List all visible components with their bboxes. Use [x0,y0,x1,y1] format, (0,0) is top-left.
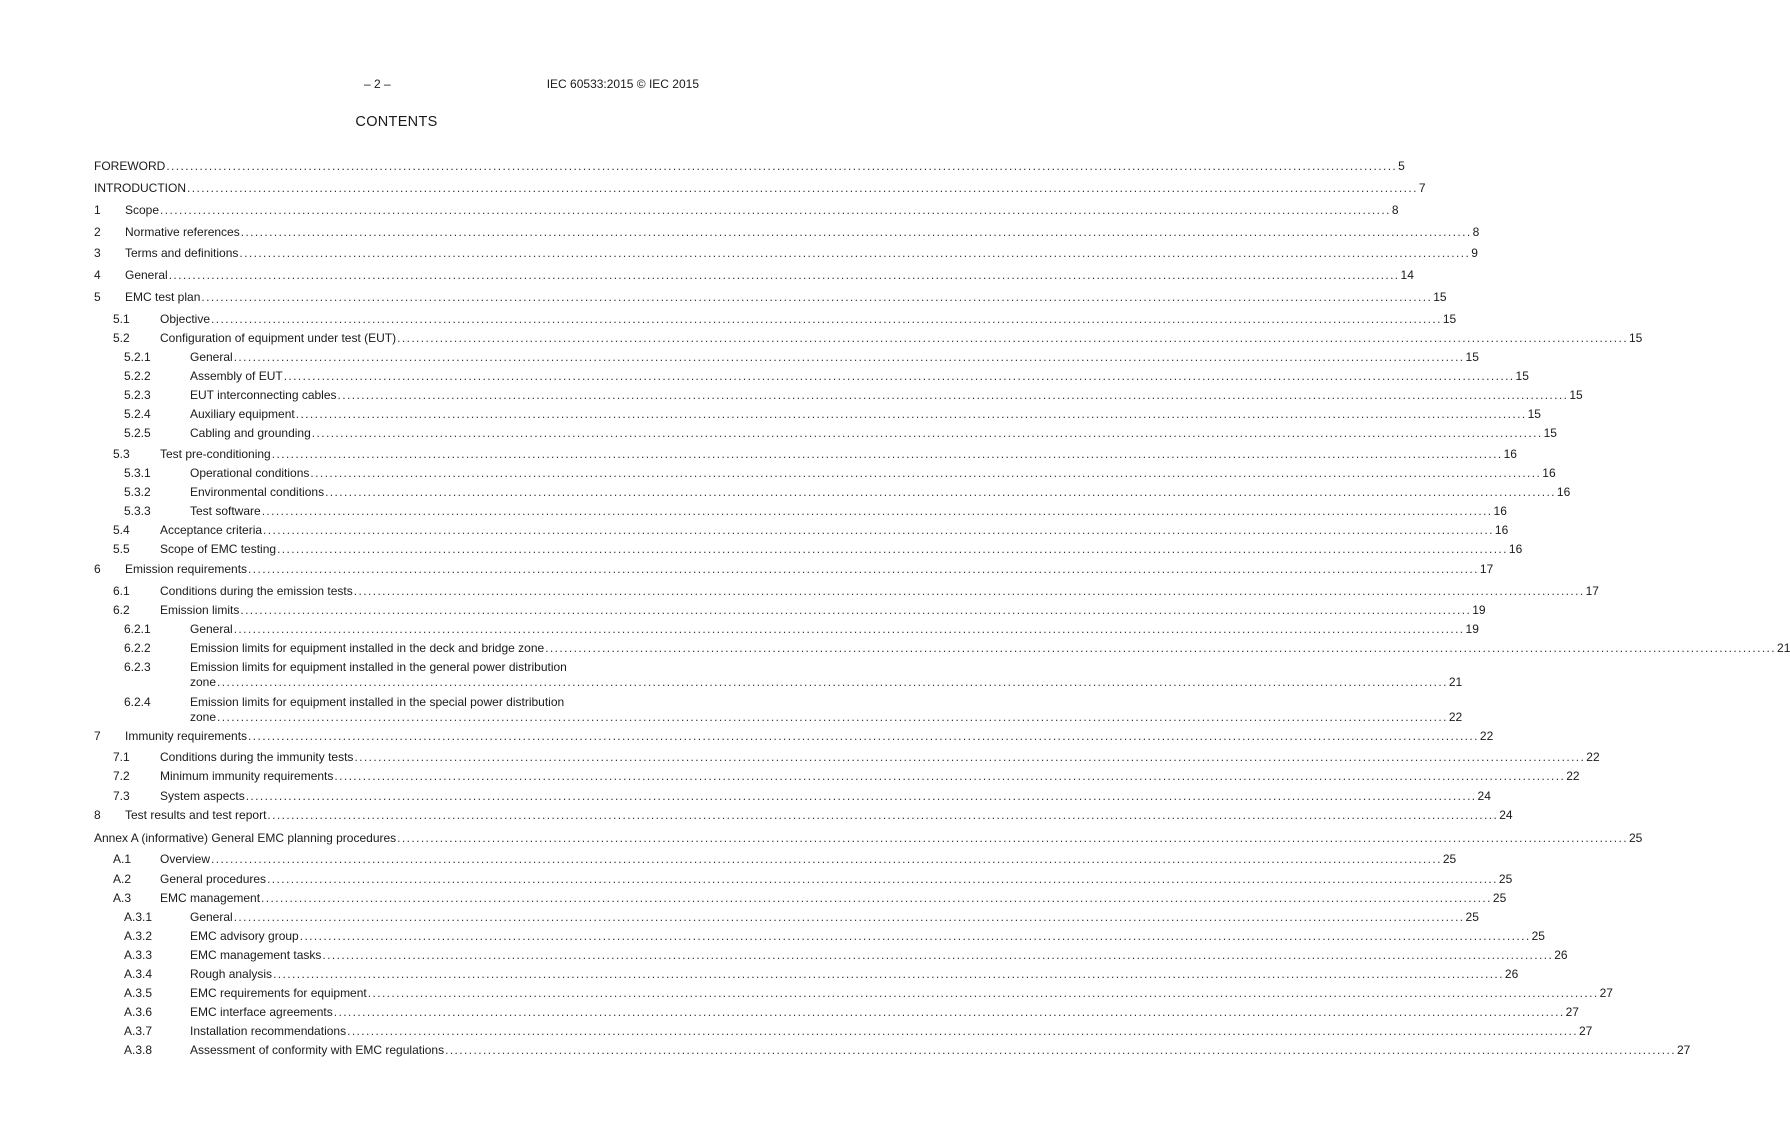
page-title: CONTENTS [355,114,438,130]
toc-leader-dots: .................................................................................................................................................................................................................................................................... [347,1024,1578,1038]
toc-entry[interactable] [94,159,1405,174]
toc-entry[interactable] [94,542,1523,557]
toc-entry-page: 17 [1479,562,1494,576]
toc-entry[interactable] [94,1043,1691,1058]
toc-leader-dots: .................................................................................................................................................................................................................................................................... [166,159,1398,173]
toc-entry-page: 15 [1628,331,1643,345]
toc-entry-title: EMC management tasks [190,948,322,962]
toc-entry[interactable] [94,466,1556,481]
toc-entry-title: Test results and test report [125,808,267,822]
toc-entry-number: A.3.1 [124,910,153,924]
toc-entry[interactable] [94,695,1463,725]
toc-entry-number: 3 [94,246,101,260]
toc-leader-dots: .................................................................................................................................................................................................................................................................... [261,891,1492,905]
toc-leader-dots: .................................................................................................................................................................................................................................................................... [233,622,1465,636]
toc-entry-number: 5.4 [113,523,130,537]
toc-entry-number: 5.2.5 [124,426,151,440]
toc-entry-number: 5 [94,290,101,304]
toc-entry-page: 19 [1472,603,1486,617]
toc-leader-dots: .................................................................................................................................................................................................................................................................... [397,331,1628,345]
toc-entry[interactable] [94,1024,1593,1039]
toc-entry-title: EUT interconnecting cables [190,388,337,402]
toc-entry[interactable] [94,808,1513,823]
toc-entry[interactable] [94,769,1580,784]
toc-entry-number: A.3.2 [124,929,153,943]
toc-entry-page: 25 [1442,852,1457,866]
toc-entry-page: 5 [1398,159,1405,173]
toc-entry-title-line: Emission limits for equipment installed in the special power distribution [190,695,565,709]
toc-entry-title: FOREWORD [94,159,166,173]
toc-entry-number: 7 [94,729,101,743]
toc-entry-page: 15 [1433,290,1447,304]
toc-entry-number: 6.1 [113,584,130,598]
toc-entry-title: Test pre-conditioning [160,447,271,461]
toc-entry[interactable] [94,872,1513,887]
toc-entry-page: 27 [1578,1024,1593,1038]
page-number: – 2 – [364,77,391,91]
toc-entry-title: INTRODUCTION [94,181,186,195]
toc-entry[interactable] [94,789,1491,804]
toc-entry-title: Rough analysis [190,967,273,981]
toc-entry-page: 25 [1498,872,1513,886]
toc-entry-page: 22 [1586,750,1600,764]
toc-leader-dots: .................................................................................................................................................................................................................................................................... [277,542,1508,556]
toc-leader-dots: .................................................................................................................................................................................................................................................................... [248,729,1479,743]
toc-leader-dots: .................................................................................................................................................................................................................................................................... [367,986,1599,1000]
toc-entry-number: 4 [94,268,101,282]
toc-entry-title: Terms and definitions [125,246,239,260]
toc-entry[interactable] [94,388,1583,403]
toc-entry-number: 6.2 [113,603,130,617]
toc-leader-dots: .................................................................................................................................................................................................................................................................... [263,523,1494,537]
toc-entry-number: 6.2.4 [124,695,151,709]
toc-entry-title: Assembly of EUT [190,369,283,383]
toc-entry-number: 6.2.3 [124,660,151,674]
toc-entry-number: 6 [94,562,101,576]
toc-entry[interactable] [94,852,1457,867]
toc-entry[interactable] [94,831,1643,846]
toc-entry-page: 26 [1554,948,1568,962]
toc-leader-dots: .................................................................................................................................................................................................................................................................... [283,369,1515,383]
toc-entry[interactable] [94,290,1447,305]
toc-entry-page: 17 [1585,584,1599,598]
toc-entry-title: General [190,910,233,924]
toc-entry-title: Operational conditions [190,466,310,480]
toc-entry-number: A.3.4 [124,967,153,981]
toc-leader-dots: .................................................................................................................................................................................................................................................................... [261,504,1493,518]
toc-entry-page: 8 [1472,225,1480,239]
toc-leader-dots: .................................................................................................................................................................................................................................................................... [168,268,1400,282]
toc-entry-number: 5.1 [113,312,130,326]
toc-leader-dots: .................................................................................................................................................................................................................................................................... [337,388,1569,402]
toc-entry-title: Emission limits for equipment installed in the deck and bridge zone [190,641,545,655]
toc-entry-page: 24 [1477,789,1491,803]
toc-entry-page: 24 [1499,808,1513,822]
toc-entry[interactable] [94,967,1519,982]
toc-entry-title: zone [190,710,217,724]
toc-entry-title: EMC advisory group [190,929,299,943]
toc-leader-dots: .................................................................................................................................................................................................................................................................... [334,769,1566,783]
toc-entry[interactable] [94,1005,1579,1020]
toc-leader-dots: .................................................................................................................................................................................................................................................................... [240,225,1472,239]
toc-entry-title: EMC test plan [125,290,201,304]
toc-entry-page: 15 [1569,388,1583,402]
toc-entry-number: 5.2.3 [124,388,151,402]
toc-leader-dots: .................................................................................................................................................................................................................................................................... [245,789,1477,803]
toc-leader-dots: .................................................................................................................................................................................................................................................................... [211,312,1442,326]
toc-entry-page: 15 [1527,407,1541,421]
toc-entry[interactable] [94,485,1571,500]
toc-entry-title: Configuration of equipment under test (EUT) [160,331,397,345]
toc-entry[interactable] [94,891,1507,906]
toc-entry-number: 5.2.4 [124,407,151,421]
toc-entry-page: 14 [1400,268,1414,282]
toc-entry-title: Minimum immunity requirements [160,769,334,783]
toc-entry[interactable] [94,948,1568,963]
toc-entry-title: Acceptance criteria [160,523,263,537]
toc-entry-title: General [190,622,233,636]
toc-entry-title: Emission requirements [125,562,248,576]
toc-leader-dots: .................................................................................................................................................................................................................................................................... [217,675,1448,689]
toc-leader-dots: .................................................................................................................................................................................................................................................................... [233,910,1465,924]
toc-leader-dots: .................................................................................................................................................................................................................................................................... [233,350,1465,364]
toc-leader-dots: .................................................................................................................................................................................................................................................................... [310,466,1542,480]
toc-leader-dots: .................................................................................................................................................................................................................................................................... [248,562,1479,576]
toc-leader-dots: .................................................................................................................................................................................................................................................................... [211,852,1442,866]
toc-entry-title: Cabling and grounding [190,426,311,440]
toc-entry-number: 5.3 [113,447,130,461]
toc-entry-page: 27 [1565,1005,1579,1019]
toc-entry-number: A.3.6 [124,1005,153,1019]
toc-leader-dots: .................................................................................................................................................................................................................................................................... [311,426,1543,440]
toc-entry[interactable] [94,910,1479,925]
toc-entry[interactable] [94,986,1613,1001]
toc-entry-page: 16 [1542,466,1556,480]
toc-leader-dots: .................................................................................................................................................................................................................................................................... [445,1043,1676,1057]
toc-entry-number: A.3.5 [124,986,153,1000]
toc-entry-page: 16 [1503,447,1517,461]
toc-entry-page: 26 [1504,967,1519,981]
toc-entry-number: A.3.7 [124,1024,153,1038]
toc-leader-dots: .................................................................................................................................................................................................................................................................... [267,872,1498,886]
toc-entry-page: 16 [1556,485,1571,499]
toc-leader-dots: .................................................................................................................................................................................................................................................................... [353,584,1585,598]
toc-entry-number: 7.2 [113,769,130,783]
toc-entry-title: Annex A (informative) General EMC planning procedures [94,831,397,845]
toc-entry-title: Test software [190,504,261,518]
toc-entry-page: 25 [1629,831,1643,845]
toc-entry[interactable] [94,181,1426,196]
toc-leader-dots: .................................................................................................................................................................................................................................................................... [267,808,1499,822]
toc-leader-dots: .................................................................................................................................................................................................................................................................... [160,203,1391,217]
toc-entry[interactable] [94,225,1480,240]
toc-entry-title: Emission limits [160,603,240,617]
toc-entry-number: 5.3.1 [124,466,151,480]
toc-entry-title: Auxiliary equipment [190,407,295,421]
toc-entry-page: 25 [1492,891,1507,905]
toc-entry[interactable] [94,369,1529,384]
toc-entry-page: 16 [1494,523,1509,537]
standard-reference: IEC 60533:2015 © IEC 2015 [546,77,699,91]
toc-entry-page: 15 [1543,426,1557,440]
toc-leader-dots: .................................................................................................................................................................................................................................................................... [397,831,1628,845]
toc-entry-page: 22 [1479,729,1494,743]
toc-entry-page: 15 [1465,350,1479,364]
toc-entry-title: EMC requirements for equipment [190,986,367,1000]
toc-entry-title: Conditions during the immunity tests [160,750,354,764]
toc-entry-page: 21 [1777,641,1790,655]
toc-entry-number: 5.2 [113,331,130,345]
toc-entry-number: 1 [94,203,101,217]
toc-entry[interactable] [94,426,1557,441]
toc-entry[interactable] [94,562,1494,577]
toc-entry[interactable] [94,584,1599,599]
toc-entry-title: Environmental conditions [190,485,325,499]
toc-entry-page: 25 [1531,929,1545,943]
toc-entry[interactable] [94,622,1479,637]
toc-entry[interactable] [94,350,1479,365]
toc-entry-number: A.3.8 [124,1043,153,1057]
toc-entry-page: 16 [1493,504,1507,518]
toc-leader-dots: .................................................................................................................................................................................................................................................................... [325,485,1556,499]
toc-entry-number: 6.2.2 [124,641,151,655]
toc-entry[interactable] [94,603,1486,618]
toc-entry-title: Normative references [125,225,240,239]
toc-leader-dots: .................................................................................................................................................................................................................................................................... [322,948,1554,962]
toc-leader-dots: .................................................................................................................................................................................................................................................................... [240,603,1472,617]
toc-entry-number: A.3.3 [124,948,153,962]
toc-entry-number: 6.2.1 [124,622,151,636]
toc-leader-dots: .................................................................................................................................................................................................................................................................... [354,750,1586,764]
toc-entry-title: Scope [125,203,160,217]
toc-entry[interactable] [94,331,1643,346]
toc-entry-number: A.3 [113,891,132,905]
toc-entry[interactable] [94,641,1790,656]
toc-entry-page: 21 [1448,675,1463,689]
toc-entry-title: zone [190,675,217,689]
toc-leader-dots: .................................................................................................................................................................................................................................................................... [299,929,1531,943]
toc-entry-title: General [190,350,233,364]
toc-entry-number: 5.2.1 [124,350,151,364]
toc-entry-title: EMC management [160,891,261,905]
page-header [94,77,699,93]
toc-entry-page: 27 [1676,1043,1691,1057]
toc-entry-number: 5.3.3 [124,504,151,518]
toc-entry-number: 5.2.2 [124,369,151,383]
toc-entry-number: 2 [94,225,101,239]
toc-entry-page: 25 [1465,910,1479,924]
toc-entry-page: 8 [1391,203,1399,217]
toc-entry-page: 22 [1566,769,1580,783]
toc-entry-title: Conditions during the emission tests [160,584,353,598]
toc-entry-page: 27 [1599,986,1613,1000]
toc-entry-number: 5.5 [113,542,130,556]
toc-entry[interactable] [94,660,1463,690]
toc-entry[interactable] [94,246,1478,261]
toc-entry-title: Scope of EMC testing [160,542,277,556]
toc-entry-page: 15 [1515,369,1529,383]
toc-leader-dots: .................................................................................................................................................................................................................................................................... [545,641,1777,655]
toc-entry-title: General [125,268,168,282]
toc-entry-title: Objective [160,312,211,326]
toc-entry-page: 16 [1508,542,1523,556]
toc-leader-dots: .................................................................................................................................................................................................................................................................... [271,447,1503,461]
toc-entry-page: 15 [1442,312,1457,326]
toc-leader-dots: .................................................................................................................................................................................................................................................................... [295,407,1527,421]
toc-entry[interactable] [94,504,1507,519]
toc-entry-number: 7.3 [113,789,130,803]
toc-entry-title: System aspects [160,789,245,803]
toc-entry[interactable] [94,929,1545,944]
toc-leader-dots: .................................................................................................................................................................................................................................................................... [217,710,1448,724]
toc-entry[interactable] [94,312,1457,327]
toc-entry-title: EMC interface agreements [190,1005,333,1019]
toc-entry-number: 7.1 [113,750,130,764]
toc-entry-page: 7 [1418,181,1426,195]
toc-entry[interactable] [94,750,1600,765]
toc-entry-page: 19 [1465,622,1479,636]
toc-entry-number: 8 [94,808,101,822]
toc-leader-dots: .................................................................................................................................................................................................................................................................... [273,967,1504,981]
toc-entry-title: Installation recommendations [190,1024,347,1038]
toc-entry[interactable] [94,523,1509,538]
toc-entry[interactable] [94,447,1517,462]
toc-entry-page: 22 [1448,710,1463,724]
toc-leader-dots: .................................................................................................................................................................................................................................................................... [187,181,1418,195]
toc-leader-dots: .................................................................................................................................................................................................................................................................... [201,290,1433,304]
toc-leader-dots: .................................................................................................................................................................................................................................................................... [239,246,1471,260]
toc-entry[interactable] [94,407,1541,422]
toc-entry-title: Overview [160,852,211,866]
toc-entry-page: 9 [1471,246,1478,260]
toc-entry[interactable] [94,203,1399,218]
toc-entry[interactable] [94,729,1494,744]
toc-entry[interactable] [94,268,1414,283]
toc-entry-title: Assessment of conformity with EMC regulations [190,1043,445,1057]
toc-entry-number: 5.3.2 [124,485,151,499]
toc-entry-number: A.1 [113,852,132,866]
toc-entry-title-line: Emission limits for equipment installed in the general power distribution [190,660,567,674]
toc-leader-dots: .................................................................................................................................................................................................................................................................... [333,1005,1565,1019]
toc-entry-title: General procedures [160,872,267,886]
toc-entry-title: Immunity requirements [125,729,248,743]
toc-entry-number: A.2 [113,872,132,886]
